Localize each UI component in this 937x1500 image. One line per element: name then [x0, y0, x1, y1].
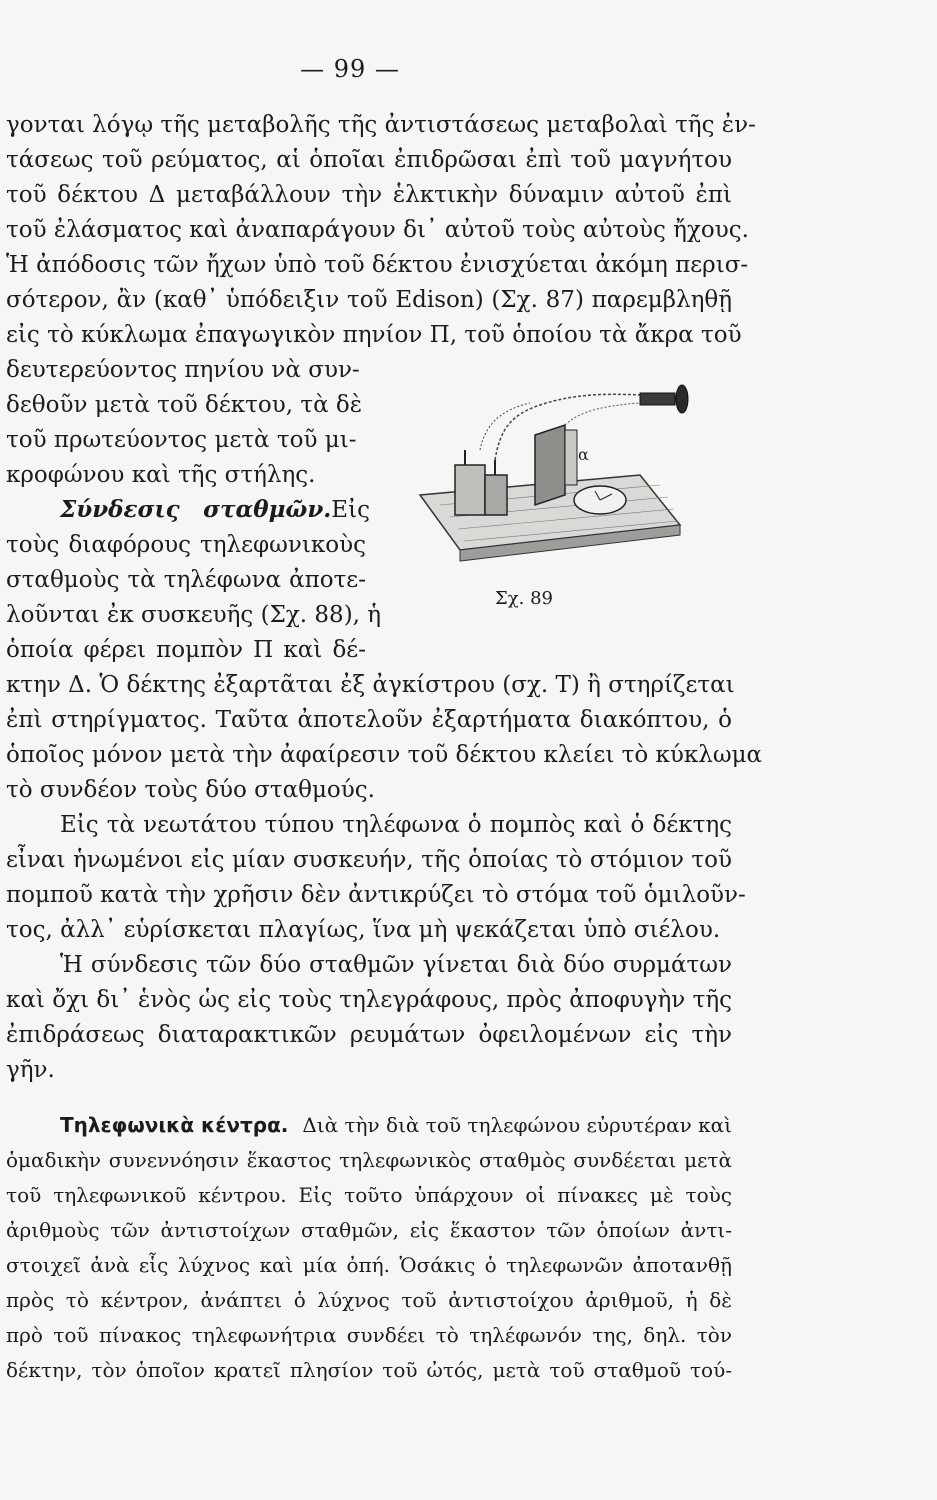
- text-line: καὶ ὄχι δι᾽ ἑνὸς ὡς εἰς τοὺς τηλεγράφους, πρὸς ἀποφυγὴν τῆς: [6, 987, 732, 1013]
- text-line: τοῦ δέκτου Δ μεταβάλλουν τὴν ἑλκτικὴν δύναμιν αὐτοῦ ἐπὶ: [6, 182, 732, 208]
- text-line: πομποῦ κατὰ τὴν χρῆσιν δὲν ἀντικρύζει τὸ στόμα τοῦ ὁμιλοῦν-: [6, 882, 746, 908]
- text-line: ἀριθμοὺς τῶν ἀντιστοίχων σταθμῶν, εἰς ἕκαστον τῶν ὁποίων ἀντι-: [6, 1218, 732, 1242]
- text-line: δεθοῦν μετὰ τοῦ δέκτου, τὰ δὲ: [6, 392, 363, 418]
- text-line: Εἰς τὰ νεωτάτου τύπου τηλέφωνα ὁ πομπὸς καὶ ὁ δέκτης: [60, 812, 732, 838]
- text-line: στοιχεῖ ἀνὰ εἷς λύχνος καὶ μία ὀπή. Ὁσάκις ὁ τηλεφωνῶν ἀποτανθῇ: [6, 1253, 732, 1277]
- section-title-kentra: Τηλεφωνικὰ κέντρα.: [60, 1113, 289, 1137]
- text-line: Ἡ σύνδεσις τῶν δύο σταθμῶν γίνεται διὰ δύο συρμάτων: [60, 952, 732, 978]
- text-line: ὁμαδικὴν συνεννόησιν ἕκαστος τηλεφωνικὸς σταθμὸς συνδέεται μετὰ: [6, 1148, 732, 1172]
- text-line: σότερον, ἂν (καθ᾽ ὑπόδειξιν τοῦ Edison) (Σχ. 87) παρεμβληθῇ: [6, 287, 732, 313]
- text-line: γῆν.: [6, 1057, 55, 1083]
- text-line: πρὸς τὸ κέντρον, ἀνάπτει ὁ λύχνος τοῦ ἀντιστοίχου ἀριθμοῦ, ἡ δὲ: [6, 1288, 732, 1312]
- text-line: εἶναι ἡνωμένοι εἰς μίαν συσκευήν, τῆς ὁποίας τὸ στόμιον τοῦ: [6, 847, 732, 873]
- figure-label-a: α: [578, 445, 589, 464]
- text-line: τὸ συνδέον τοὺς δύο σταθμούς.: [6, 777, 375, 803]
- text-line: δέκτην, τὸν ὁποῖον κρατεῖ πλησίον τοῦ ὠτός, μετὰ τοῦ σταθμοῦ τού-: [6, 1358, 732, 1382]
- text-line: ὁποῖος μόνον μετὰ τὴν ἀφαίρεσιν τοῦ δέκτου κλείει τὸ κύκλωμα: [6, 742, 763, 768]
- text-line: λοῦνται ἐκ συσκευῆς (Σχ. 88), ἡ: [6, 602, 382, 628]
- text-line: σταθμοὺς τὰ τηλέφωνα ἀποτε-: [6, 567, 366, 593]
- text-line: ὁποία φέρει πομπὸν Π καὶ δέ-: [6, 637, 366, 663]
- text-line: γονται λόγῳ τῆς μεταβολῆς τῆς ἀντιστάσεως μεταβολαὶ τῆς ἐν-: [6, 112, 756, 138]
- telephone-illustration: [400, 375, 700, 575]
- text-line: ἐπιδράσεως διαταρακτικῶν ρευμάτων ὀφειλομένων εἰς τὴν: [6, 1022, 732, 1048]
- section-heading-line: [60, 1110, 732, 1140]
- text-fragment: Εἰς: [331, 497, 370, 523]
- page-number: — 99 —: [300, 55, 400, 83]
- text-line: τοῦ πρωτεύοντος μετὰ τοῦ μι-: [6, 427, 357, 453]
- text-line: Ἡ ἀπόδοσις τῶν ἤχων ὑπὸ τοῦ δέκτου ἐνισχύεται ἀκόμη περισ-: [6, 252, 749, 278]
- text-line: τος, ἀλλ᾽ εὑρίσκεται πλαγίως, ἵνα μὴ ψεκάζεται ὑπὸ σιέλου.: [6, 917, 721, 943]
- text-line: πρὸ τοῦ πίνακος τηλεφωνήτρια συνδέει τὸ τηλέφωνόν της, δηλ. τὸν: [6, 1323, 732, 1347]
- text-line: κτην Δ. Ὁ δέκτης ἐξαρτᾶται ἐξ ἀγκίστρου (σχ. Τ) ἢ στηρίζεται: [6, 672, 735, 698]
- text-line: τοὺς διαφόρους τηλεφωνικοὺς: [6, 532, 366, 558]
- section-heading-line: [60, 495, 370, 525]
- text-line: τοῦ τηλεφωνικοῦ κέντρου. Εἰς τοῦτο ὑπάρχουν οἱ πίνακες μὲ τοὺς: [6, 1183, 732, 1207]
- text-line: τοῦ ἐλάσματος καὶ ἀναπαράγουν δι᾽ αὐτοῦ τοὺς αὐτοὺς ἤχους.: [6, 217, 749, 243]
- figure-caption: Σχ. 89: [495, 588, 553, 609]
- text-fragment: Διὰ τὴν διὰ τοῦ τηλεφώνου εὐρυτέραν καὶ: [302, 1113, 732, 1137]
- figure-telephone-apparatus: [400, 375, 700, 575]
- text-line: δευτερεύοντος πηνίου νὰ συν-: [6, 357, 360, 383]
- text-line: ἐπὶ στηρίγματος. Ταῦτα ἀποτελοῦν ἐξαρτήματα διακόπτου, ὁ: [6, 707, 732, 733]
- text-line: τάσεως τοῦ ρεύματος, αἱ ὁποῖαι ἐπιδρῶσαι ἐπὶ τοῦ μαγνήτου: [6, 147, 732, 173]
- text-line: εἰς τὸ κύκλωμα ἐπαγωγικὸν πηνίον Π, τοῦ ὁποίου τὰ ἄκρα τοῦ: [6, 322, 742, 348]
- section-title-syndesis: Σύνδεσις σταθμῶν.: [60, 496, 332, 523]
- text-line: κροφώνου καὶ τῆς στήλης.: [6, 462, 316, 488]
